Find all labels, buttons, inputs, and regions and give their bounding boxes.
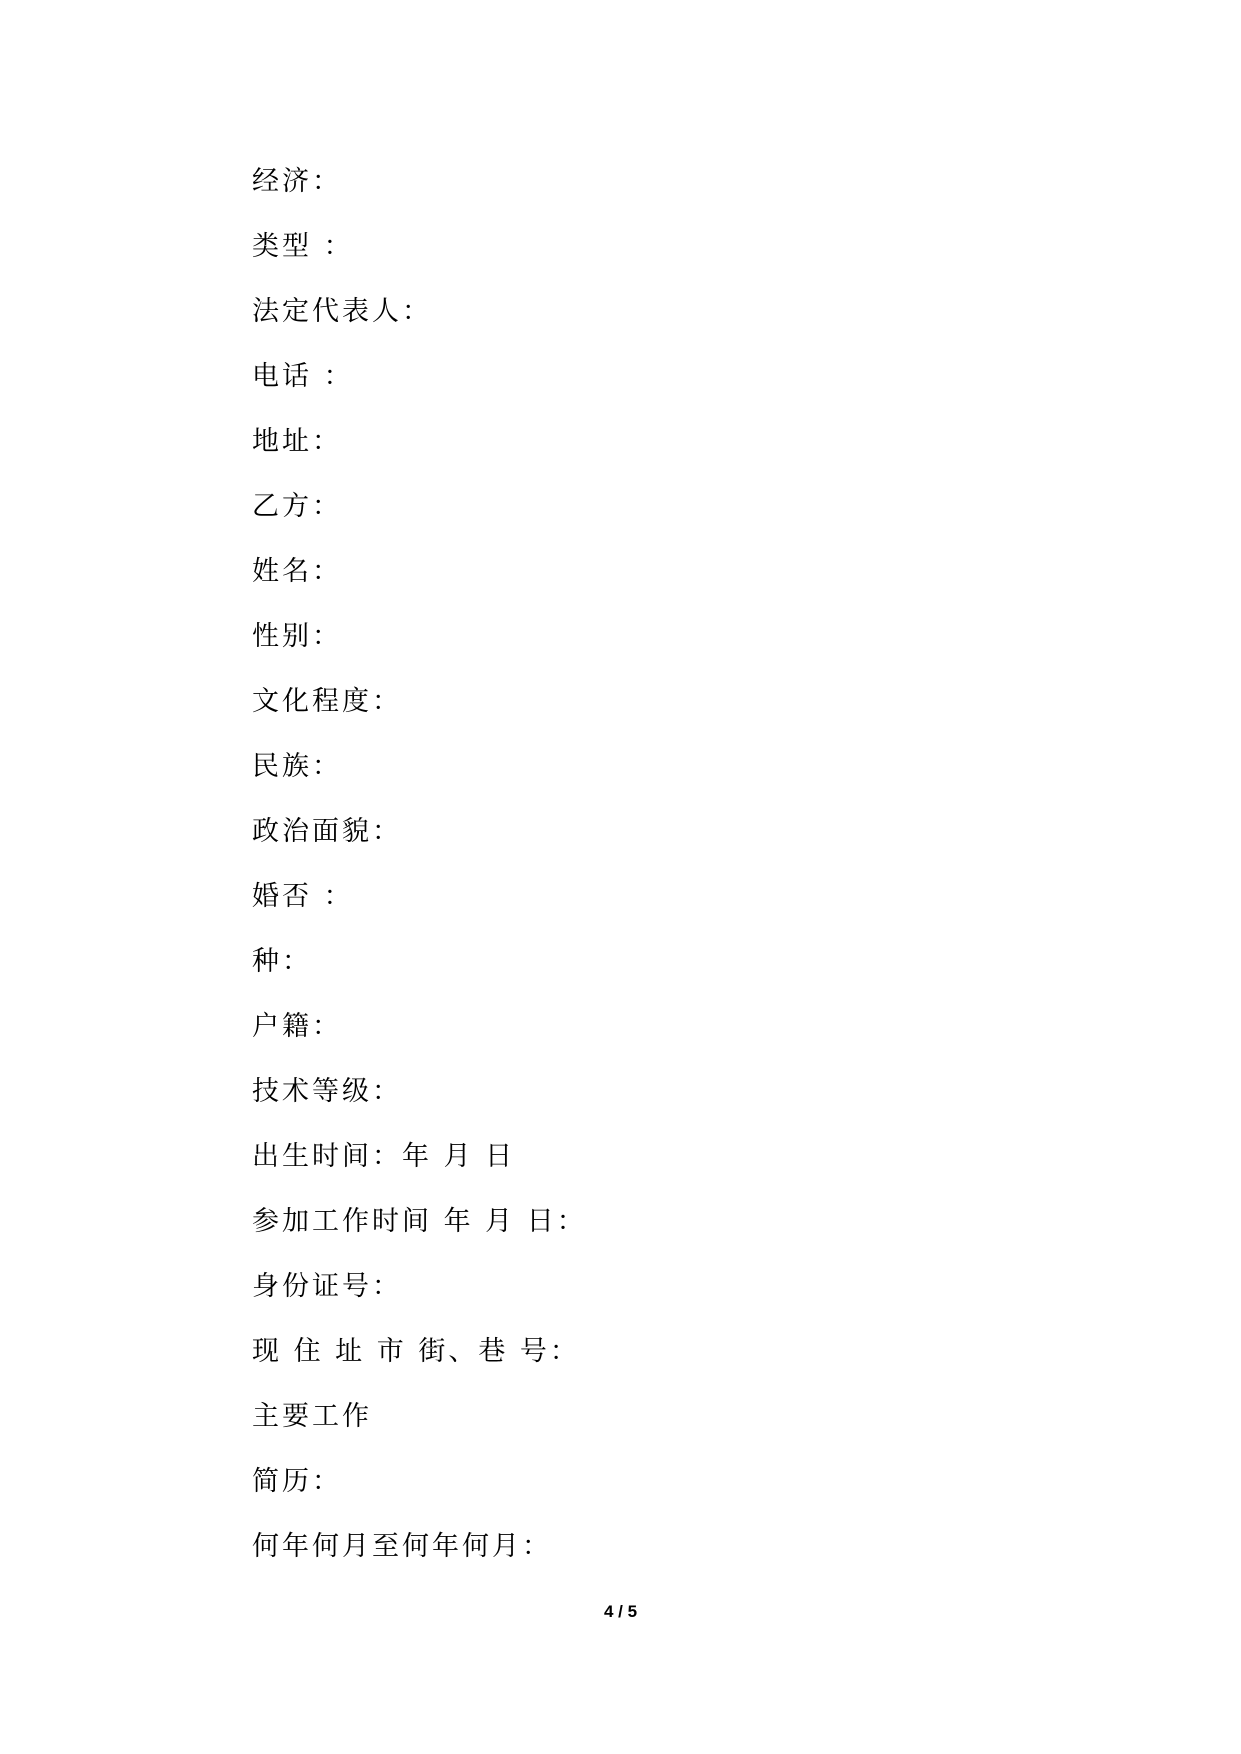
field-legal-representative-label: 法定代表人： [252, 296, 432, 327]
form-field-list [252, 160, 587, 1590]
field-type-label: 类型 ： [252, 231, 354, 262]
field-ethnicity-label: 民族： [252, 751, 342, 782]
field-name-label: 姓名： [252, 556, 342, 587]
field-work-start-date-label: 参加工作时间 年 月 日： [252, 1206, 587, 1237]
field-resume-label: 简历： [252, 1466, 342, 1497]
field-political-status-label: 政治面貌： [252, 816, 402, 847]
field-birth-date-label: 出生时间：年 月 日 [252, 1141, 516, 1172]
field-main-work-label: 主要工作 [252, 1401, 372, 1432]
field-household-registration-label: 户籍： [252, 1011, 342, 1042]
page-number: 4 / 5 [603, 1602, 638, 1621]
field-current-address-label: 现 住 址 市 街、巷 号： [252, 1336, 580, 1367]
field-skill-level-label: 技术等级： [252, 1076, 402, 1107]
field-economy-label: 经济： [252, 166, 342, 197]
field-period-label: 何年何月至何年何月： [252, 1531, 552, 1562]
field-trade-label: 种： [252, 946, 312, 977]
party-b-heading: 乙方： [252, 491, 342, 522]
field-phone-label: 电话 ： [252, 361, 354, 392]
field-marital-status-label: 婚否 ： [252, 881, 354, 912]
field-id-number-label: 身份证号： [252, 1271, 402, 1302]
field-education-label: 文化程度： [252, 686, 402, 717]
field-address-label: 地址： [252, 426, 342, 457]
field-gender-label: 性别： [252, 621, 342, 652]
